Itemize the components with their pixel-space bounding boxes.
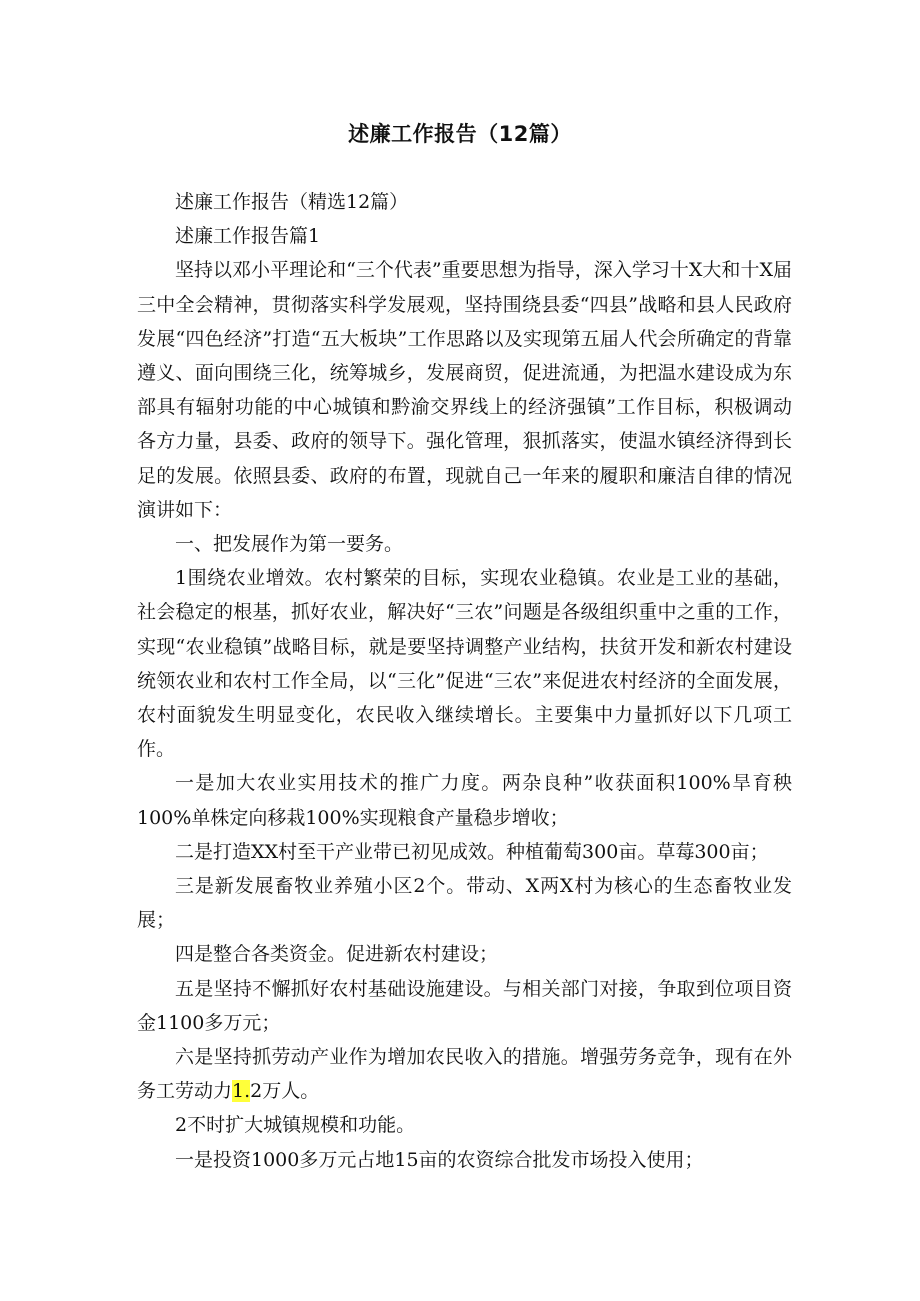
paragraph-item-7: 一是投资1000多万元占地15亩的农资综合批发市场投入使用； xyxy=(175,1148,704,1171)
paragraph-section-heading: 述廉工作报告篇1 xyxy=(175,225,321,248)
paragraph-agriculture: 1围绕农业增效。农村繁荣的目标，实现农业稳镇。农业是工业的基础，社会稳定的根基，抓好农业，解决好“三农”问题是各级组织重中之重的工作，实现“农业稳镇”战略目标，就是要坚持调整产业结构，扶贫开发和新农村建设统领农业和农村工作全局，以“三化”促进“三农”来促进农村经济的全面发展，农村面貌发生明显变化，农民收入继续增长。主要集中力量抓好以下几项工作。 xyxy=(137,567,792,761)
paragraph-heading-2: 2不时扩大城镇规模和功能。 xyxy=(175,1114,416,1137)
paragraph-intro: 坚持以邓小平理论和“三个代表”重要思想为指导，深入学习十X大和十X届三中全会精神，贯彻落实科学发展观，坚持围绕县委“四县”战略和县人民政府发展“四色经济”打造“五大板块”工作思路以及实现第五届人代会所确定的背靠遵义、面向围绕三化，统筹城乡，发展商贸，促进流通，为把温水建设成为东部具有辐射功能的中心城镇和黔渝交界线上的经济强镇”工作目标，积极调动各方力量，县委、政府的领导下。强化管理，狠抓落实，使温水镇经济得到长足的发展。依照县委、政府的布置，现就自己一年来的履职和廉洁自律的情况演讲如下： xyxy=(137,259,792,521)
paragraph-subtitle: 述廉工作报告（精选12篇） xyxy=(175,191,409,213)
paragraph-item-5: 五是坚持不懈抓好农村基础设施建设。与相关部门对接，争取到位项目资金1100多万元； xyxy=(137,977,792,1034)
paragraph-item-1: 一是加大农业实用技术的推广力度。两杂良种”收获面积100%旱育秧100%单株定向移栽100%实现粮食产量稳步增收； xyxy=(137,772,792,829)
paragraph-item-6-tail: 2万人。 xyxy=(250,1080,320,1103)
paragraph-item-6-text: 六是坚持抓劳动产业作为增加农民收入的措施。增强劳务竞争，现有在外务工劳动力 xyxy=(137,1046,792,1103)
paragraph-heading-1: 一、把发展作为第一要务。 xyxy=(175,533,404,556)
paragraph-item-6 xyxy=(137,1040,792,1108)
paragraph-item-4: 四是整合各类资金。促进新农村建设； xyxy=(175,943,499,966)
page-title: 述廉工作报告（12篇） xyxy=(348,122,572,146)
highlighted-text: 1. xyxy=(232,1080,251,1103)
paragraph-item-2: 二是打造XX村至干产业带已初见成效。种植葡萄300亩。草莓300亩； xyxy=(175,840,769,863)
paragraph-item-3: 三是新发展畜牧业养殖小区2个。带动、X两X村为核心的生态畜牧业发展； xyxy=(137,875,792,932)
document-body xyxy=(137,185,792,1177)
